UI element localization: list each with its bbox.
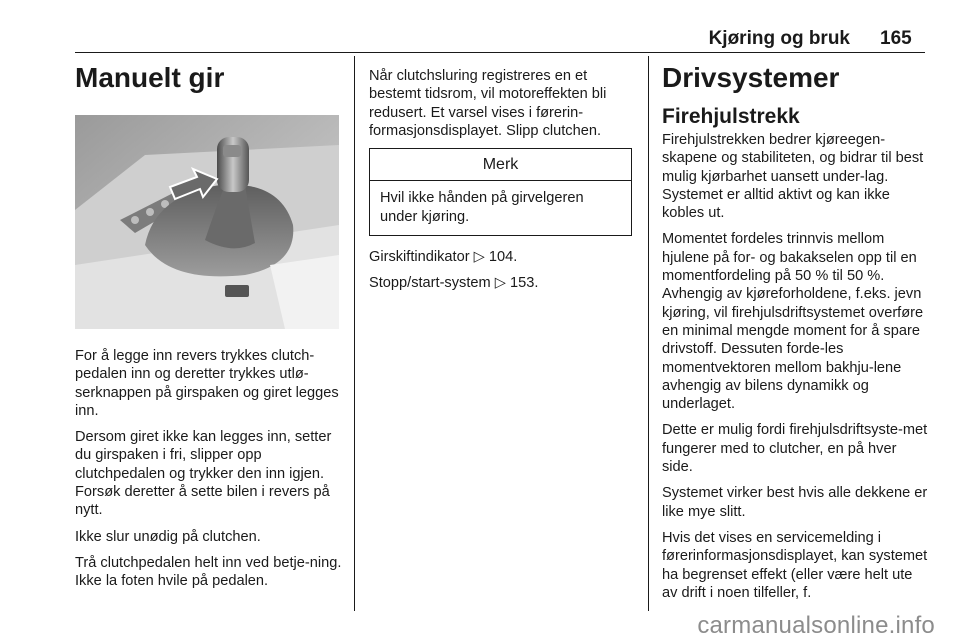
paragraph: Når clutchsluring registreres en et bestemt tidsrom, vil motoreffekten bli redusert. Et varsel vises i førerin-formasjonsdisplayet. Slipp clutchen. — [369, 68, 607, 139]
paragraph: Trå clutchpedalen helt inn ved betje-ning. Ikke la foten hvile på pedalen. — [75, 554, 342, 590]
paragraph: Systemet virker best hvis alle dekkene er like mye slitt. — [662, 485, 928, 520]
note-box — [369, 148, 632, 236]
paragraph: For å legge inn revers trykkes clutch-pedalen inn og deretter trykkes utlø-serknappen på girspaken og giret legges inn. — [75, 348, 339, 419]
watermark: carmanualsonline.info — [697, 612, 935, 639]
header-section-title: Kjøring og bruk — [708, 28, 850, 49]
column-3 — [662, 63, 928, 610]
header-rule — [75, 52, 925, 53]
column-divider-1 — [354, 56, 355, 611]
column-1 — [75, 63, 343, 93]
paragraph: Firehjulstrekken bedrer kjøreegen-skapene og stabiliteten, og bidrar til best mulig kjørbarhet uansett under-lag. Systemet er alltid aktivt og kan ikke kobles ut. — [662, 132, 924, 222]
note-title: Merk — [370, 149, 631, 181]
gear-shift-illustration — [75, 115, 339, 329]
column-1-text — [75, 347, 343, 599]
paragraph: Dersom giret ikke kan legges inn, setter du girspaken i fri, slipper opp clutchpedalen og trykker den inn igjen. Forsøk deretter å sette bilen i revers på nytt. — [75, 429, 332, 519]
paragraph: Momentet fordeles trinnvis mellom hjulene på for- og bakakselen opp til en momentfordeling på 50 % til 50 %. Avhengig av kjøreforholdene, f.eks. jevn kjøring, vil firehjulsdriftsystemet overføre en minimal mengde moment for å spare drivstoff. Dessuten forde-les momentvektoren mellom bakhju-lene avhengig av bilens dynamikk og underlaget. — [662, 231, 924, 413]
column-2 — [369, 67, 634, 301]
section-title-drive-systems: Drivsystemer — [662, 62, 840, 93]
reference-link-gear-indicator[interactable]: Girskiftindikator ▷ 104. — [369, 249, 518, 266]
note-body: Hvil ikke hånden på girvelgeren under kjøring. — [380, 190, 584, 225]
paragraph: Dette er mulig fordi firehjulsdriftsyste-met fungerer med to clutcher, en på hver side. — [662, 422, 928, 476]
header-page-number: 165 — [880, 28, 912, 49]
section-title-manual-gear: Manuelt gir — [75, 62, 225, 93]
paragraph: Hvis det vises en servicemelding i førerinformasjonsdisplayet, kan systemet ha begrenset effekt (eller være helt ute av drift i noen tilfeller, f. — [662, 529, 928, 601]
column-divider-2 — [648, 56, 649, 611]
subsection-title-awd: Firehjulstrekk — [662, 105, 800, 128]
paragraph: Ikke slur unødig på clutchen. — [75, 528, 261, 545]
reference-link-stop-start[interactable]: Stopp/start-system ▷ 153. — [369, 275, 539, 292]
